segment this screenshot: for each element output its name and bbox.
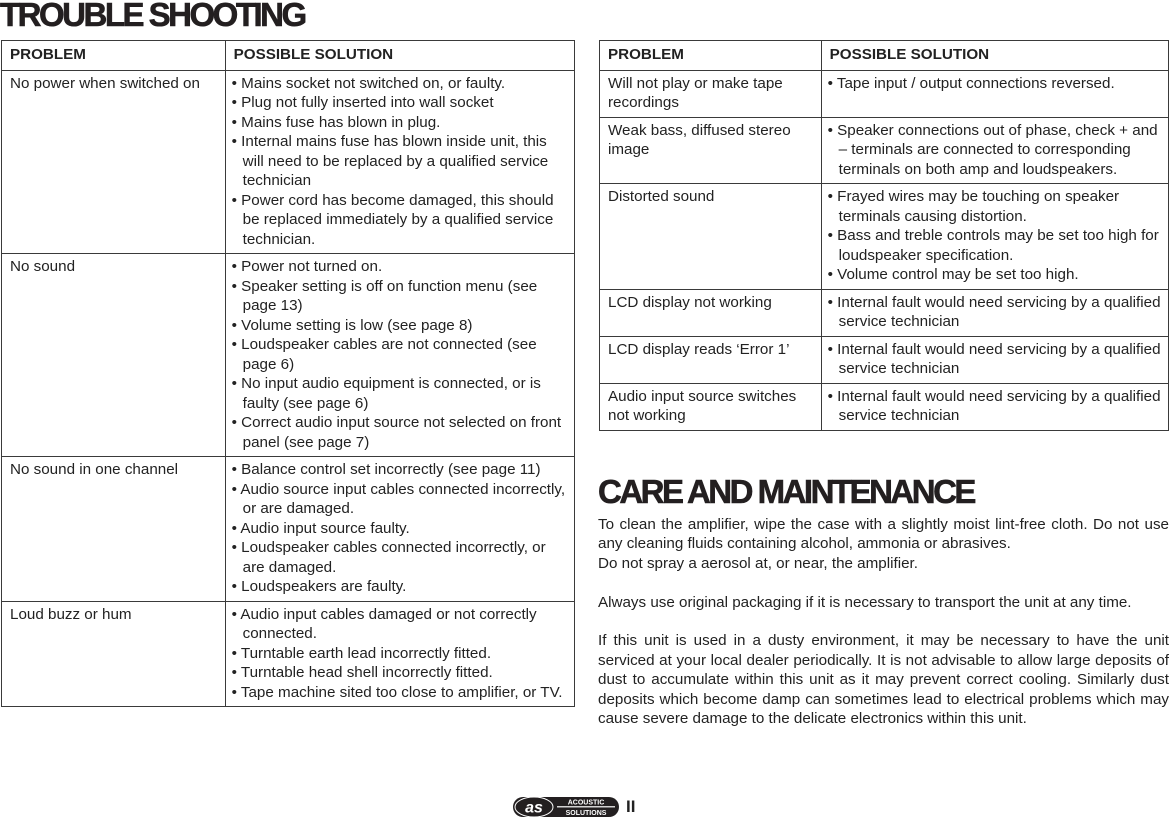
table-row (2, 70, 575, 254)
solution-item: • Volume setting is low (see page 8) (231, 316, 473, 334)
solution-item: • Power not turned on. (231, 258, 383, 275)
solution-cell (225, 457, 574, 602)
care-paragraph-packaging: Always use original packaging if it is necessary to transport the unit at any time. (598, 593, 1132, 611)
trouble-shooting-table-right (599, 40, 1169, 431)
solution-column-header: POSSIBLE SOLUTION (225, 41, 574, 71)
problem-cell: No sound (2, 254, 226, 457)
solution-item: • Mains fuse has blown in plug. (231, 113, 441, 131)
care-paragraph-dust: If this unit is used in a dusty environment, it may be necessary to have the unit serviced at your local dealer periodically. It is not advisable to allow large deposits of dust to accumulate within this unit as it may prevent correct cooling. Similarly dust deposits which become damp can sometimes lead to electrical problems which may cause severe damage to the delicate electronics within this unit. (598, 632, 1169, 728)
solution-item: • Audio source input cables connected incorrectly, or are damaged. (231, 480, 566, 517)
problem-column-header: PROBLEM (2, 41, 226, 71)
solution-item: • Correct audio input source not selected on front panel (see page 7) (231, 414, 562, 451)
logo-graphic (512, 796, 620, 817)
solution-item: • Audio input source faulty. (231, 519, 410, 537)
solution-cell (821, 184, 1168, 290)
care-paragraph-aerosol: Do not spray a aerosol at, or near, the amplifier. (598, 554, 918, 572)
solution-item: • Tape input / output connections reversed. (827, 74, 1115, 92)
solution-cell (821, 383, 1168, 430)
solution-item: • Speaker connections out of phase, check + and – terminals are connected to corresponding terminals on both amp and loudspeakers. (827, 121, 1158, 178)
table-header-row (2, 41, 575, 71)
page-number: II (626, 797, 636, 816)
solution-item: • Power cord has become damaged, this should be replaced immediately by a qualified service technician. (231, 191, 554, 248)
solution-cell (821, 289, 1168, 336)
problem-cell: No power when switched on (2, 70, 226, 254)
solution-item: • Tape machine sited too close to amplifier, or TV. (231, 683, 563, 701)
trouble-shooting-heading: TROUBLE SHOOTING (0, 0, 305, 33)
solution-item: • Balance control set incorrectly (see page 11) (231, 461, 541, 478)
solution-cell (225, 601, 574, 707)
problem-cell: Distorted sound (600, 184, 822, 290)
problem-cell: Will not play or make tape recordings (600, 70, 822, 117)
solution-item: • Bass and treble controls may be set too high for loudspeaker specification. (827, 227, 1159, 264)
problem-cell: LCD display not working (600, 289, 822, 336)
problem-cell: Weak bass, diffused stereo image (600, 117, 822, 184)
solution-item: • Turntable earth lead incorrectly fitted. (231, 644, 492, 662)
solution-item: • Volume control may be set too high. (827, 266, 1079, 283)
solution-cell (225, 70, 574, 254)
solution-item: • Mains socket not switched on, or faulty. (231, 74, 506, 92)
care-paragraph-cleaning: To clean the amplifier, wipe the case with a slightly moist lint-free cloth. Do not use any cleaning fluids containing alcohol, ammonia or abrasives. (598, 516, 1169, 553)
solution-item: • Loudspeakers are faulty. (231, 578, 407, 595)
solution-cell (821, 70, 1168, 117)
solution-item: • Internal fault would need servicing by a qualified service technician (827, 340, 1161, 377)
acoustic-solutions-logo (512, 796, 620, 817)
table-row (600, 336, 1169, 383)
logo-top-text: ACOUSTIC (567, 799, 605, 807)
solution-item: • Audio input cables damaged or not correctly connected. (231, 605, 537, 642)
solution-item: • Plug not fully inserted into wall socket (231, 94, 494, 111)
table-row (600, 383, 1169, 430)
solution-item: • Internal fault would need servicing by a qualified service technician (827, 387, 1161, 424)
table-body (2, 70, 575, 707)
solution-item: • Internal fault would need servicing by a qualified service technician (827, 293, 1161, 330)
solution-item: • Turntable head shell incorrectly fitted. (231, 664, 493, 681)
table-row (600, 184, 1169, 290)
problem-column-header: PROBLEM (600, 41, 822, 71)
logo-mark-text: as (525, 799, 543, 817)
solution-item: • Speaker setting is off on function menu (see page 13) (231, 277, 538, 314)
problem-cell: LCD display reads ‘Error 1’ (600, 336, 822, 383)
problem-cell: Audio input source switches not working (600, 383, 822, 430)
table-row (600, 117, 1169, 184)
solution-column-header: POSSIBLE SOLUTION (821, 41, 1168, 71)
problem-cell: No sound in one channel (2, 457, 226, 602)
table-row (2, 254, 575, 457)
solution-item: • Loudspeaker cables connected incorrectly, or are damaged. (231, 539, 546, 576)
problem-cell: Loud buzz or hum (2, 601, 226, 707)
care-maintenance-heading: CARE AND MAINTENANCE (598, 473, 974, 510)
solution-item: • Internal mains fuse has blown inside unit, this will need to be replaced by a qualified service technician (231, 133, 549, 189)
solution-item: • No input audio equipment is connected, or is faulty (see page 6) (231, 375, 541, 412)
solution-item: • Frayed wires may be touching on speaker terminals causing distortion. (827, 188, 1120, 225)
solution-cell (821, 117, 1168, 184)
logo-bottom-text: SOLUTIONS (565, 810, 607, 817)
page-footer (512, 796, 635, 817)
care-maintenance-text (598, 515, 1169, 748)
table-row (2, 601, 575, 707)
table-row (2, 457, 575, 602)
table-body (600, 70, 1169, 430)
solution-cell (821, 336, 1168, 383)
solution-item: • Loudspeaker cables are not connected (see page 6) (231, 336, 537, 373)
table-header-row (600, 41, 1169, 71)
table-row (600, 70, 1169, 117)
table-row (600, 289, 1169, 336)
solution-cell (225, 254, 574, 457)
trouble-shooting-table-left (1, 40, 575, 707)
